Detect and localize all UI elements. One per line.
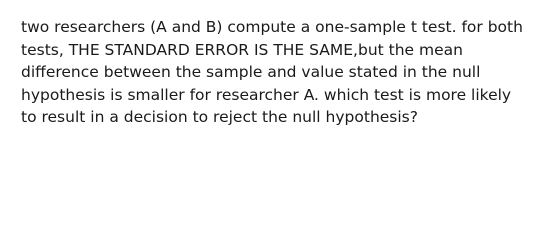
question-text: two researchers (A and B) compute a one-sample t test. for both tests, THE STANDARD ERROR IS THE SAME,but the mean difference between the sample and value stated in the null hypothesis is smaller for researcher A. which test is more likely to result in a decision to reject the null hypothesis?	[21, 18, 523, 126]
